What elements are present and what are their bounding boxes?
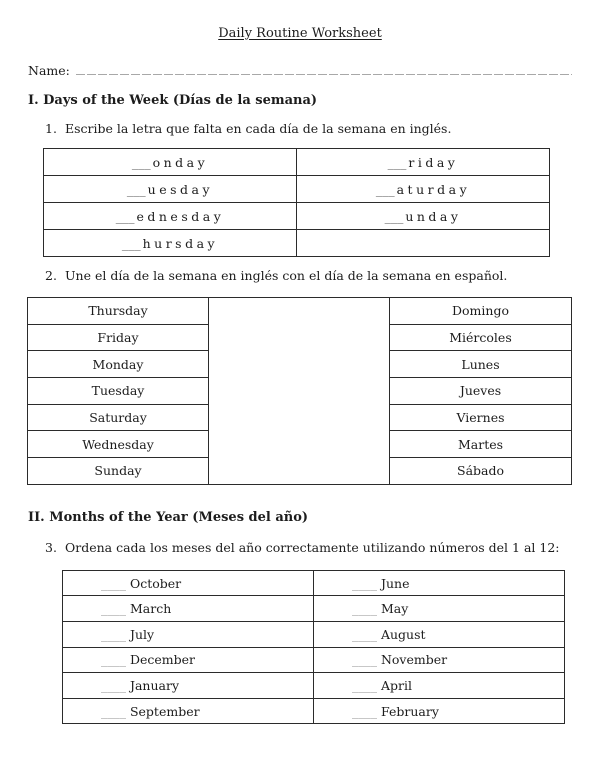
month-label: June — [377, 575, 410, 591]
months-row — [63, 596, 565, 622]
month-label: January — [126, 677, 180, 693]
matching-table — [27, 297, 572, 485]
number-blank: ____ — [352, 601, 377, 617]
letter-blank: ___ — [387, 154, 407, 170]
months-row — [63, 622, 565, 648]
month-cell — [314, 596, 565, 622]
month-cell — [314, 622, 565, 648]
letter-blank: ___ — [121, 235, 141, 251]
fill-letter-cell — [297, 203, 550, 230]
match-spanish-cell: Martes — [390, 431, 572, 458]
day-letters: onday — [152, 154, 209, 170]
day-letters: riday — [408, 154, 459, 170]
empty-cell — [297, 230, 550, 257]
fill-letter-cell — [44, 203, 297, 230]
month-cell — [314, 698, 565, 724]
match-spanish-cell: Sábado — [390, 458, 572, 485]
exercise-1-prompt — [45, 121, 572, 137]
month-cell — [314, 647, 565, 673]
name-row — [28, 63, 572, 78]
exercise-3-prompt — [45, 540, 572, 556]
month-cell — [314, 673, 565, 699]
exercise-2-text: Une el día de la semana en inglés con el día de la semana en español. — [65, 268, 508, 283]
month-cell — [63, 647, 314, 673]
month-cell — [314, 570, 565, 596]
fill-letter-cell — [44, 230, 297, 257]
month-cell — [63, 622, 314, 648]
months-table — [62, 570, 565, 725]
month-label: September — [126, 703, 200, 719]
number-blank: ____ — [352, 703, 377, 719]
fill-letter-row — [44, 203, 550, 230]
month-cell — [63, 673, 314, 699]
day-letters: unday — [405, 208, 462, 224]
number-blank: ____ — [352, 626, 377, 642]
month-label: February — [377, 703, 439, 719]
exercise-1-text: Escribe la letra que falta en cada día de la semana en inglés. — [65, 121, 452, 136]
month-cell — [63, 596, 314, 622]
day-letters: uesday — [147, 181, 214, 197]
number-blank: ____ — [101, 652, 126, 668]
number-blank: ____ — [101, 601, 126, 617]
number-blank: ____ — [101, 575, 126, 591]
match-spanish-cell: Miércoles — [390, 324, 572, 351]
fill-letter-row — [44, 176, 550, 203]
fill-letter-table — [43, 148, 550, 257]
day-letters: ednesday — [136, 208, 225, 224]
number-blank: ____ — [101, 677, 126, 693]
matching-row — [28, 298, 572, 325]
fill-letter-cell — [44, 149, 297, 176]
month-label: December — [126, 652, 196, 668]
exercise-1-number: 1. — [45, 121, 57, 136]
fill-letter-cell — [44, 176, 297, 203]
letter-blank: ___ — [115, 208, 135, 224]
number-blank: ____ — [352, 677, 377, 693]
name-label: Name: — [28, 63, 70, 78]
letter-blank: ___ — [375, 181, 395, 197]
letter-blank: ___ — [384, 208, 404, 224]
month-cell — [63, 698, 314, 724]
match-english-cell: Friday — [28, 324, 209, 351]
month-cell — [63, 570, 314, 596]
month-label: May — [377, 601, 409, 617]
exercise-2-number: 2. — [45, 268, 57, 283]
months-row — [63, 570, 565, 596]
exercise-2-prompt — [45, 268, 572, 284]
number-blank: ____ — [352, 652, 377, 668]
months-row — [63, 673, 565, 699]
section-heading-months: II. Months of the Year (Meses del año) — [28, 509, 309, 525]
match-english-cell: Monday — [28, 351, 209, 378]
section-heading-days: I. Days of the Week (Días de la semana) — [28, 93, 318, 108]
match-english-cell: Sunday — [28, 458, 209, 485]
match-spanish-cell: Viernes — [390, 404, 572, 431]
page-title: Daily Routine Worksheet — [218, 26, 382, 41]
exercise-3-text: Ordena cada los meses del año correctamente utilizando números del 1 al 12: — [65, 539, 560, 555]
fill-letter-row — [44, 149, 550, 176]
exercise-3-number: 3. — [45, 539, 57, 555]
match-spanish-cell: Lunes — [390, 351, 572, 378]
month-label: August — [377, 626, 426, 642]
match-english-cell: Thursday — [28, 298, 209, 325]
match-spanish-cell: Domingo — [390, 298, 572, 325]
match-english-cell: Tuesday — [28, 378, 209, 405]
number-blank: ____ — [101, 626, 126, 642]
day-letters: hursday — [142, 235, 219, 251]
day-letters: aturday — [396, 181, 471, 197]
fill-letter-row — [44, 230, 550, 257]
month-label: July — [126, 626, 155, 642]
months-row — [63, 647, 565, 673]
month-label: November — [377, 652, 448, 668]
name-blank-line — [76, 74, 572, 75]
number-blank: ____ — [352, 575, 377, 591]
matching-drawing-area — [209, 298, 390, 485]
month-label: March — [126, 601, 172, 617]
fill-letter-cell — [297, 149, 550, 176]
match-spanish-cell: Jueves — [390, 378, 572, 405]
number-blank: ____ — [101, 703, 126, 719]
months-row — [63, 698, 565, 724]
match-english-cell: Saturday — [28, 404, 209, 431]
letter-blank: ___ — [131, 154, 151, 170]
month-label: April — [377, 677, 412, 693]
fill-letter-cell — [297, 176, 550, 203]
month-label: October — [126, 575, 182, 591]
letter-blank: ___ — [126, 181, 146, 197]
match-english-cell: Wednesday — [28, 431, 209, 458]
